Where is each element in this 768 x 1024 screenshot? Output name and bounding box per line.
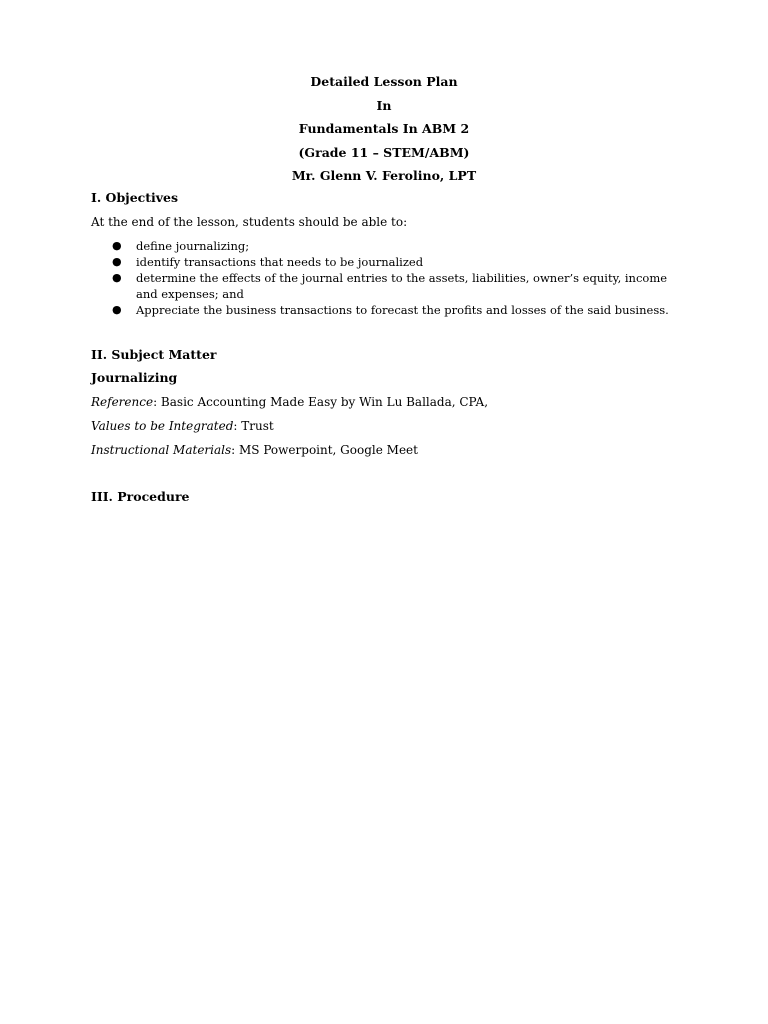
objective-item <box>91 302 691 318</box>
objective-text: determine the effects of the journal entries to the assets, liabilities, owner’s equity, income and expenses; and <box>136 271 668 301</box>
materials-value: : MS Powerpoint, Google Meet <box>231 443 418 457</box>
objectives-intro: At the end of the lesson, students should be able to: <box>91 215 408 229</box>
objective-item <box>91 238 691 254</box>
topic-title: Journalizing <box>91 370 178 385</box>
values-label: Values to be Integrated <box>91 419 234 433</box>
reference-label: Reference <box>91 395 154 409</box>
bullet-icon: ● <box>112 271 122 284</box>
document-title: Detailed Lesson Plan <box>310 74 458 89</box>
title-block <box>0 70 768 188</box>
objectives-list <box>91 238 691 318</box>
values-value: : Trust <box>233 419 274 433</box>
title-connector: In <box>376 97 392 113</box>
reference-line <box>91 392 691 412</box>
objectives-heading: I. Objectives <box>91 190 179 205</box>
objective-text: identify transactions that needs to be journalized <box>136 255 424 269</box>
bullet-icon: ● <box>112 255 122 268</box>
grade-level: (Grade 11 – STEM/ABM) <box>298 144 470 160</box>
materials-label: Instructional Materials <box>91 443 232 457</box>
reference-value: : Basic Accounting Made Easy by Win Lu Ballada, CPA, <box>153 395 489 409</box>
materials-line <box>91 440 691 460</box>
lesson-content <box>91 188 691 507</box>
values-line <box>91 416 691 436</box>
bullet-icon: ● <box>112 239 122 252</box>
subject-matter-heading: II. Subject Matter <box>91 347 217 362</box>
objective-text: define journalizing; <box>136 239 250 253</box>
objective-item <box>91 270 691 302</box>
subject-title: Fundamentals In ABM 2 <box>298 121 470 136</box>
bullet-icon: ● <box>112 303 122 316</box>
objective-item <box>91 254 691 270</box>
teacher-name: Mr. Glenn V. Ferolino, LPT <box>291 168 477 183</box>
objective-text: Appreciate the business transactions to forecast the profits and losses of the said business. <box>136 303 669 317</box>
procedure-heading: III. Procedure <box>91 489 190 504</box>
